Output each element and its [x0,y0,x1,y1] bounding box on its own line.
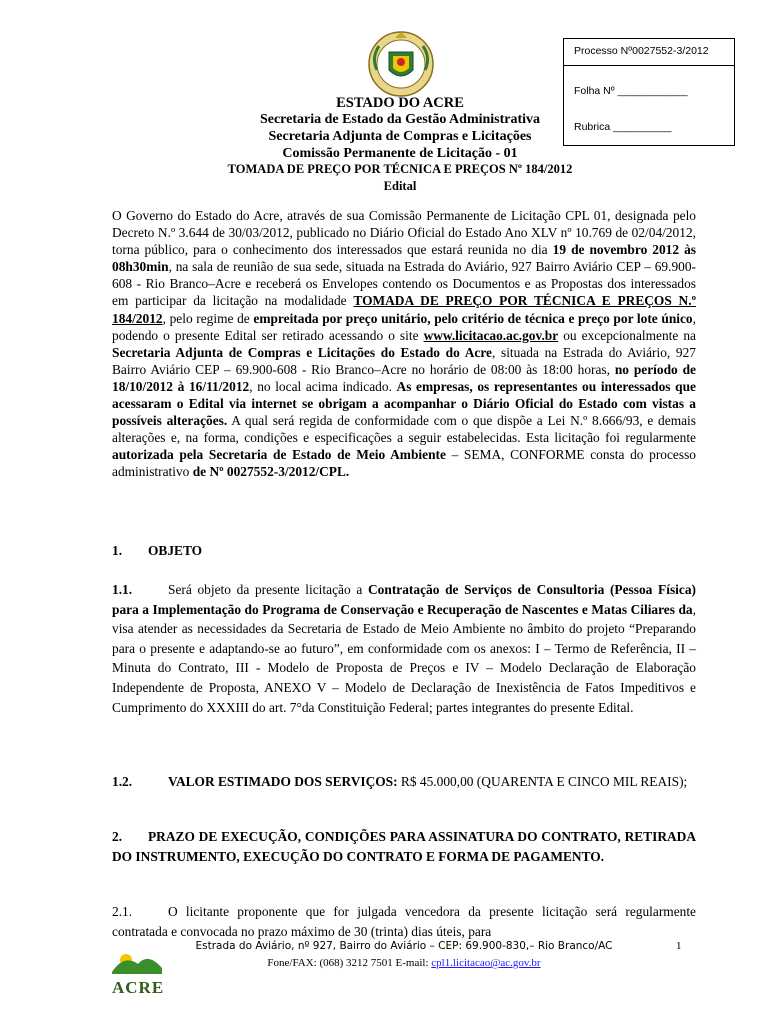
section-1-2: 1.2. VALOR ESTIMADO DOS SERVIÇOS: R$ 45.000,00 (QUARENTA E CINCO MIL REAIS); [112,774,688,789]
comissao-title: Comissão Permanente de Licitação - 01 [282,146,518,161]
website-link[interactable]: www.licitacao.ac.gov.br [423,327,559,343]
state-title: ESTADO DO ACRE [336,95,464,111]
page-number: 1 [676,940,682,952]
section-2-heading: 2. PRAZO DE EXECUÇÃO, CONDIÇÕES PARA ASSINATURA DO CONTRATO, RETIRADA DO INSTRUMENTO, EXECUÇÃO DO CONTRATO E FORMA DE PAGAMENTO. [112,829,696,864]
tomada-title: TOMADA DE PREÇO POR TÉCNICA E PREÇOS Nº 184/2012 [227,162,573,176]
edital-title: Edital [383,179,417,193]
process-number: Processo Nº0027552-3/2012 [574,45,709,57]
folha-field: Folha Nº ____________ [574,85,688,97]
section-2-1: 2.1. O licitante proponente que for julgada vencedora da presente licitação será regularmente contratada e convocada no prazo máximo de 30 (trinta) dias úteis, para [112,904,696,939]
secretaria-title: Secretaria de Estado da Gestão Administrativa [259,112,541,127]
acre-logo [112,948,165,997]
acre-coat-of-arms-icon [367,30,435,98]
section-1-heading: 1. OBJETO [112,543,203,558]
rubrica-field: Rubrica __________ [574,121,672,133]
email-link[interactable]: cpl1.licitacao@ac.gov.br [431,957,541,969]
footer-address: Estrada do Aviário, nº 927, Bairro do Aviário – CEP: 69.900-830,– Rio Branco/AC [195,940,613,952]
acre-logo-text: ACRE [112,978,165,997]
intro-paragraph: O Governo do Estado do Acre, através de sua Comissão Permanente de Licitação CPL 01, designada pelo Decreto N.º 3.644 de 30/03/2012, publicado no Diário Oficial do Estado Ano XLV nº 10.769 de 02/04/2012, torna público, para o conhecimento dos interessados que estará reunida no dia 19 de novembro 2012 às 08h30min, na sala de reunião de sua sede, situada na Estrada do Aviário, 927 Bairro Aviário CEP – 69.900-608 - Rio Branco–Acre e receberá os Envelopes contendo os Documentos e as Propostas dos interessados em participar da licitação na modalidade TOMADA DE PREÇO POR TÉCNICA E PREÇOS N.º 184/2012, pelo regime de empreitada por preço unitário, pelo critério de técnica e preço por lote único, podendo o presente Edital ser retirado acessando o site www.licitacao.ac.gov.br ou excepcionalmente na Secretaria Adjunta de Compras e Licitações do Estado do Acre, situada na Estrada do Aviário, 927 Bairro Aviário CEP – 69.900-608 - Rio Branco–Acre no horário de 08:00 às 18:00 horas, no período de 18/10/2012 à 16/11/2012, no local acima indicado. As empresas, os representantes ou interessados que acessaram o Edital via internet se obrigam a acompanhar o Diário Oficial do Estado com vistas a possíveis alterações. A qual será regida de conformidade com o que dispõe a Lei N.º 8.666/93, e demais alterações e, na forma, condições e especificações a seguir estabelecidas. Esta licitação foi regularmente autorizada pela Secretaria de Estado de Meio Ambiente – SEMA, CONFORME consta do processo administrativo de Nº 0027552-3/2012/CPL. [112,208,697,480]
footer-contact: Fone/FAX: (068) 3212 7501 E-mail: cpl1.licitacao@ac.gov.br [267,957,541,969]
section-1-1: 1.1. Será objeto da presente licitação a Contratação de Serviços de Consultoria (Pessoa Física) para a Implementação do Programa de Conservação e Recuperação de Nascentes e Matas Ciliares da, visa atender as necessidades da Secretaria de Estado de Meio Ambiente no âmbito do projeto “Preparando para o presente e adaptando-se ao futuro”, em conformidade com os anexos: I – Termo de Referência, II – Minuta do Contrato, III - Modelo de Proposta de Preços e IV – Modelo Declaração de Elaboração Independente de Proposta, ANEXO V – Modelo de Declaração de Inexistência de Fatos Impeditivos e Cumprimento do XXXIII do art. 7°da Constituição Federal; partes integrantes do presente Edital. [112,582,696,715]
secretaria-adjunta-title: Secretaria Adjunta de Compras e Licitações [268,129,532,144]
